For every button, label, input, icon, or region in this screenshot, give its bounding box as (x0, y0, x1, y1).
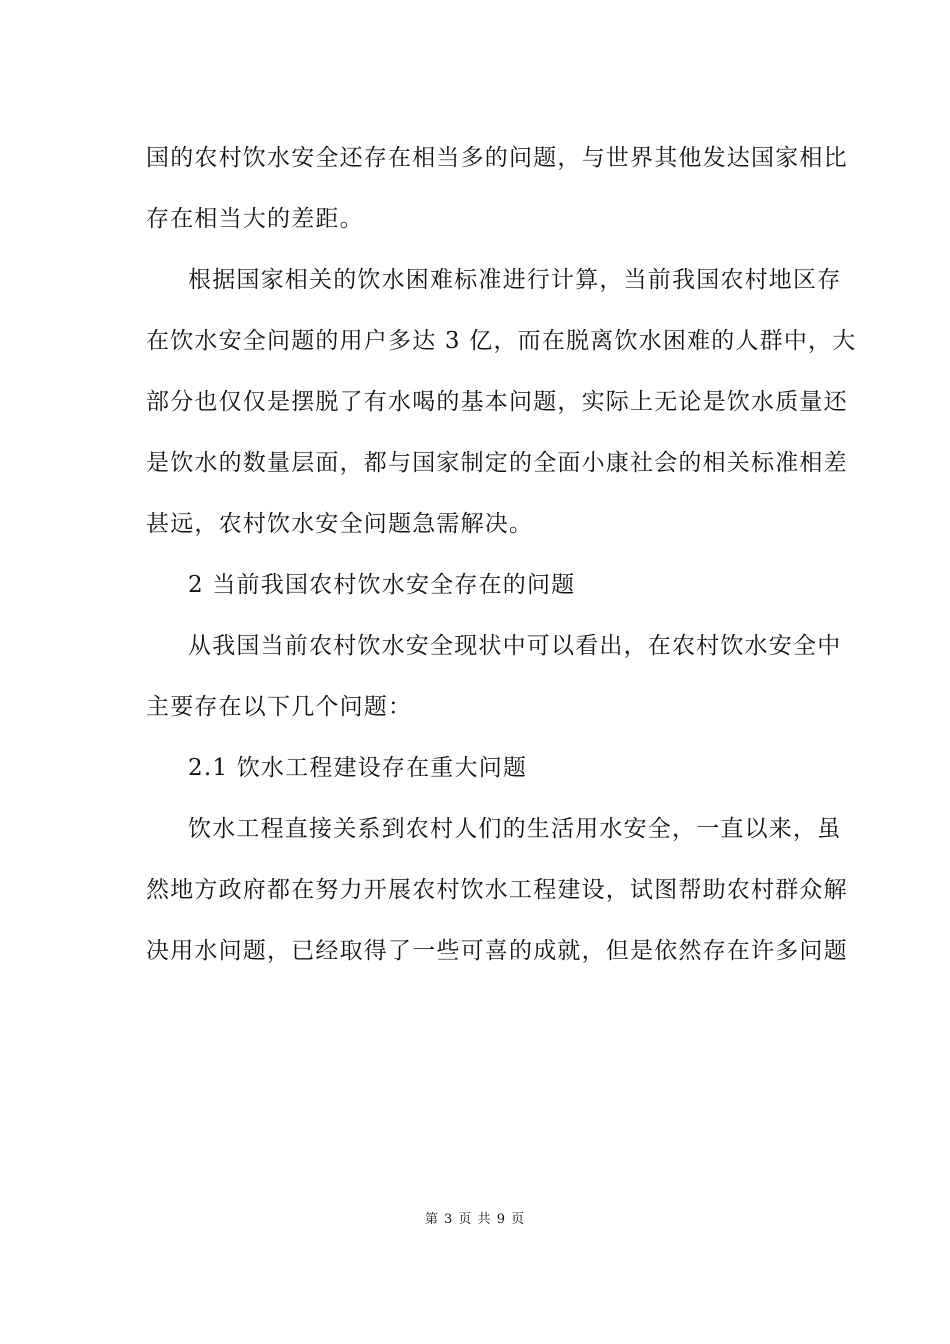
text-line: 然地方政府都在努力开展农村饮水工程建设，试图帮助农村群众解 (146, 877, 848, 903)
text-line: 决用水问题，已经取得了一些可喜的成就，但是依然存在许多问题 (146, 938, 848, 964)
text-line: 国的农村饮水安全还存在相当多的问题，与世界其他发达国家相比 (146, 145, 848, 171)
text-line: 存在相当大的差距。 (146, 206, 364, 232)
text-line: 是饮水的数量层面，都与国家制定的全面小康社会的相关标准相差 (146, 450, 848, 476)
paragraph-start-line: 根据国家相关的饮水困难标准进行计算，当前我国农村地区存 (188, 267, 842, 293)
paragraph-start-line: 从我国当前农村饮水安全现状中可以看出，在农村饮水安全中 (188, 633, 842, 659)
text-line: 部分也仅仅是摆脱了有水喝的基本问题，实际上无论是饮水质量还 (146, 389, 848, 415)
page-number-footer: 第 3 页 共 9 页 (424, 1212, 526, 1227)
text-line: 在饮水安全问题的用户多达 3 亿，而在脱离饮水困难的人群中，大 (146, 328, 857, 354)
subsection-heading: 2.1 饮水工程建设存在重大问题 (188, 755, 528, 781)
text-line: 主要存在以下几个问题： (146, 694, 413, 720)
section-heading: 2 当前我国农村饮水安全存在的问题 (188, 572, 576, 598)
paragraph-start-line: 饮水工程直接关系到农村人们的生活用水安全，一直以来，虽 (188, 816, 842, 842)
text-line: 甚远，农村饮水安全问题急需解决。 (146, 511, 534, 537)
document-body (146, 128, 857, 982)
